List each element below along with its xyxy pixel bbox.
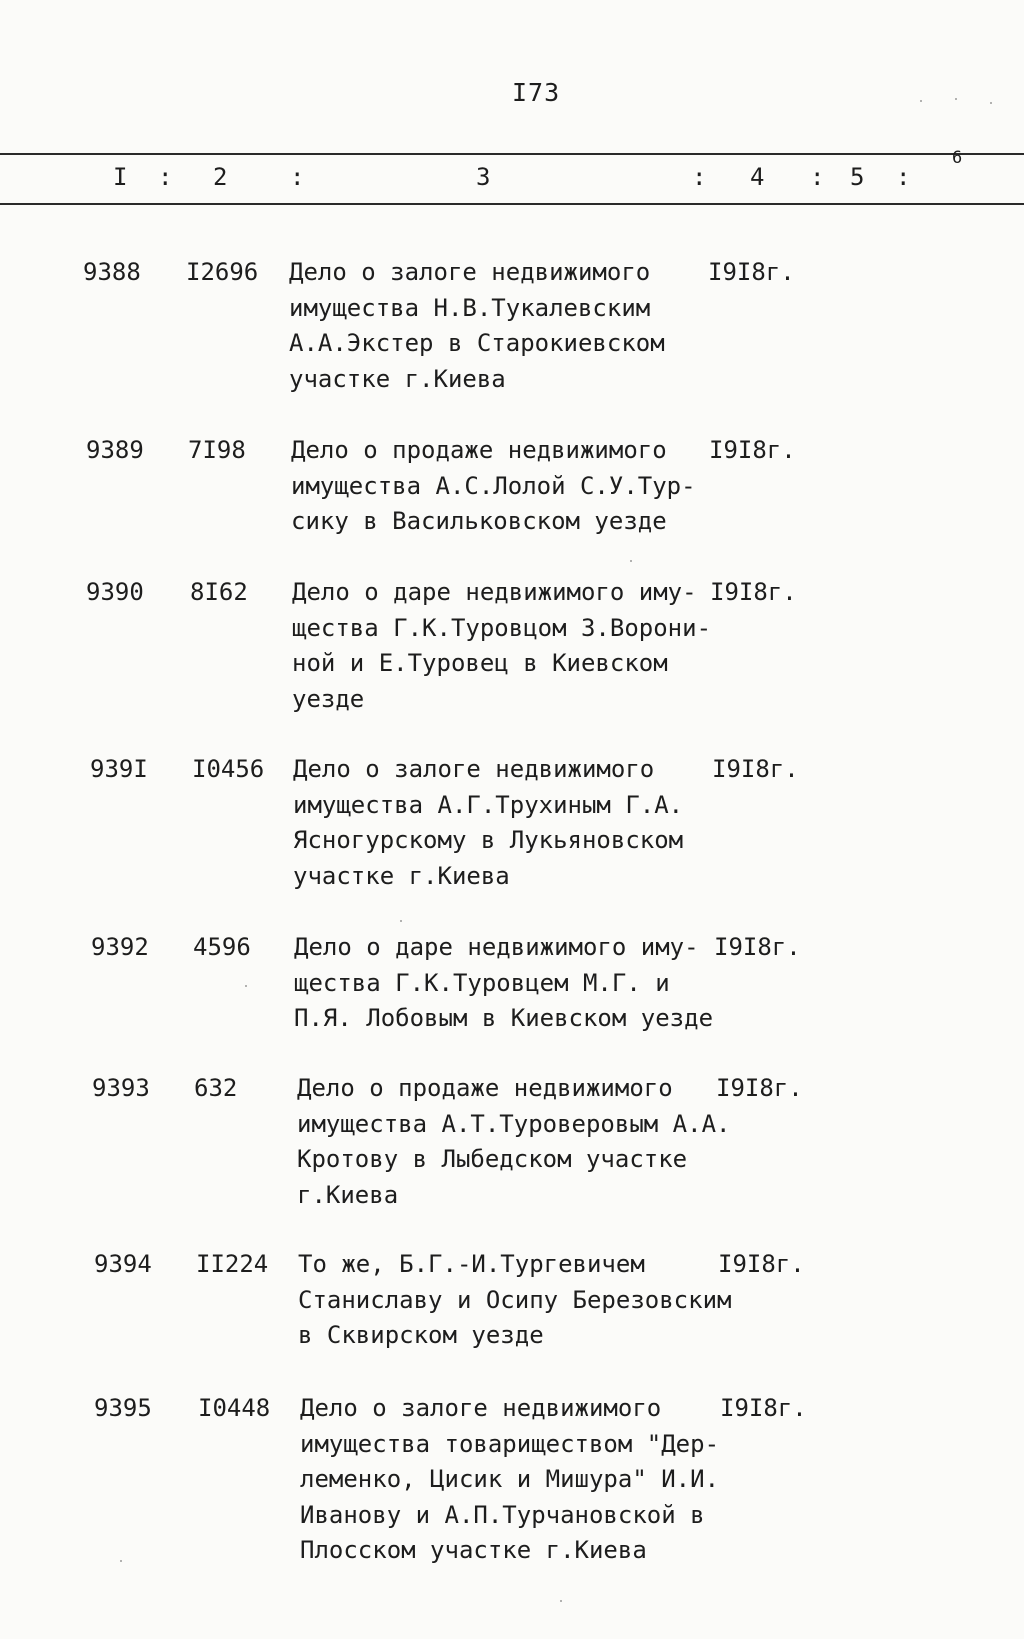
- entry-description-line: Плосском участке г.Киева: [300, 1536, 647, 1564]
- entry-description-line: Дело о залоге недвижимого: [289, 258, 651, 286]
- entry-number: 9389: [86, 436, 144, 464]
- entry-old-number: II224: [196, 1250, 269, 1278]
- entry-number: 9390: [86, 578, 144, 606]
- scan-speck: [400, 920, 402, 922]
- entry-description-line: имущества Н.В.Тукалевским: [289, 293, 651, 322]
- column-header-2: 2: [213, 163, 228, 191]
- entry-number: 9393: [92, 1074, 150, 1102]
- entry-description-line: П.Я. Лобовым в Киевском уезде: [294, 1004, 714, 1032]
- entry-description-line: уезде: [292, 684, 365, 713]
- scan-speck: [630, 560, 632, 562]
- entry-description-line: в Сквирском уезде: [298, 1321, 544, 1349]
- entry-old-number: I0456: [192, 755, 265, 783]
- entry-description-line: Дело о залоге недвижимого: [300, 1394, 662, 1422]
- entry-description-line: Кротову в Лыбедском участке: [297, 1145, 688, 1173]
- entry-description-line: А.А.Экстер в Старокиевском: [289, 329, 665, 357]
- entry-year: I9I8г.: [712, 755, 799, 783]
- entry-description-line: Ясногурскому в Лукьяновском: [293, 826, 684, 854]
- entry-description-line: То же, Б.Г.-И.Тургевичем: [298, 1250, 645, 1278]
- entry-number: 9392: [91, 933, 149, 961]
- entry-old-number: 632: [194, 1074, 238, 1102]
- entry-description-line: имущества товариществом "Дер-: [300, 1429, 720, 1458]
- entry-year: I9I8г.: [720, 1394, 807, 1422]
- entry-number: 9395: [94, 1394, 152, 1422]
- scan-speck: [920, 100, 922, 102]
- entry-old-number: I0448: [198, 1394, 271, 1422]
- column-header-6: 6: [952, 148, 963, 168]
- entry-old-number: 8I62: [190, 578, 248, 606]
- column-header-3: 3: [476, 163, 491, 191]
- entry-old-number: 7I98: [188, 436, 246, 464]
- entry-number: 9388: [83, 258, 141, 286]
- entry-description-line: щества Г.К.Туровцом З.Ворони-: [292, 613, 712, 642]
- column-header-1: I: [113, 163, 128, 191]
- scan-speck: [990, 102, 992, 104]
- entry-description-line: Станиславу и Осипу Березовским: [298, 1285, 732, 1314]
- entry-description-line: участке г.Киева: [293, 861, 510, 890]
- scan-speck: [245, 985, 247, 987]
- entry-description-line: имущества А.Т.Туроверовым А.А.: [297, 1109, 731, 1138]
- entry-number: 939I: [90, 755, 148, 783]
- page-number: I73: [512, 78, 561, 107]
- header-bottom-rule: [0, 203, 1024, 205]
- entry-description-line: Дело о продаже недвижимого: [297, 1074, 673, 1102]
- column-header-4: 4: [750, 163, 765, 191]
- entry-year: I9I8г.: [714, 933, 801, 961]
- entry-description-line: щества Г.К.Туровцем М.Г. и: [294, 968, 670, 997]
- scan-speck: [120, 1560, 122, 1562]
- column-separator: :: [692, 163, 707, 191]
- entry-number: 9394: [94, 1250, 152, 1278]
- entry-old-number: 4596: [193, 933, 251, 961]
- column-separator: :: [158, 163, 173, 191]
- entry-description-line: Дело о даре недвижимого иму-: [294, 933, 699, 961]
- entry-year: I9I8г.: [710, 578, 797, 606]
- column-header-5: 5: [850, 163, 865, 191]
- entry-description-line: имущества А.Г.Трухиным Г.А.: [293, 790, 684, 819]
- entry-description-line: леменко, Цисик и Мишура" И.И.: [300, 1465, 720, 1493]
- header-top-rule: [0, 153, 1024, 155]
- entry-old-number: I2696: [186, 258, 259, 286]
- entry-description-line: сику в Васильковском уезде: [291, 507, 667, 535]
- entry-description-line: имущества А.С.Лолой С.У.Тур-: [291, 471, 696, 500]
- column-separator: :: [810, 163, 825, 191]
- entry-description-line: Дело о продаже недвижимого: [291, 436, 667, 464]
- entry-description-line: ной и Е.Туровец в Киевском: [292, 649, 668, 677]
- entry-year: I9I8г.: [718, 1250, 805, 1278]
- entry-description-line: Дело о даре недвижимого иму-: [292, 578, 697, 606]
- entry-year: I9I8г.: [709, 436, 796, 464]
- entry-description-line: Иванову и А.П.Турчановской в: [300, 1500, 705, 1529]
- scan-speck: [955, 98, 957, 100]
- entry-year: I9I8г.: [716, 1074, 803, 1102]
- scan-speck: [560, 1600, 562, 1602]
- entry-description-line: Дело о залоге недвижимого: [293, 755, 655, 783]
- column-separator: :: [896, 163, 911, 191]
- entry-description-line: г.Киева: [297, 1180, 399, 1209]
- column-separator: :: [290, 163, 305, 191]
- entry-year: I9I8г.: [708, 258, 795, 286]
- entry-description-line: участке г.Киева: [289, 364, 506, 393]
